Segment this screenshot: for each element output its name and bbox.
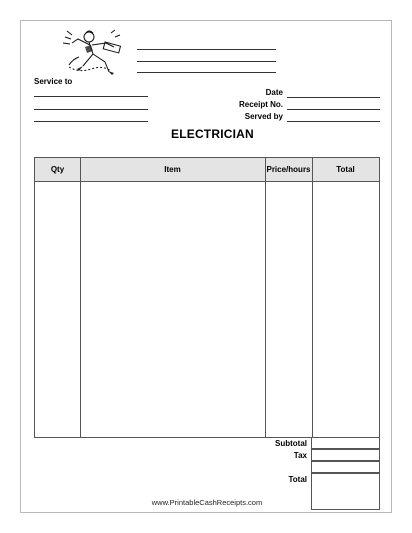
footer-url: www.PrintableCashReceipts.com xyxy=(151,498,263,507)
served-by-line[interactable] xyxy=(287,121,380,122)
tax-label: Tax xyxy=(293,451,307,460)
column-header-item: Item xyxy=(80,158,265,182)
date-line[interactable] xyxy=(287,97,380,98)
address-line-2[interactable] xyxy=(34,109,148,110)
address-line-3[interactable] xyxy=(34,121,148,122)
receipt-page xyxy=(20,20,392,513)
service-to-label: Service to xyxy=(34,77,73,86)
receipt-no-line[interactable] xyxy=(287,109,380,110)
service-to-line-1[interactable] xyxy=(137,49,276,50)
column-header-price-hours: Price/hours xyxy=(265,158,312,182)
tax-field[interactable] xyxy=(311,449,380,461)
total-label: Total xyxy=(288,475,307,484)
qty-column-area[interactable] xyxy=(35,182,80,437)
service-to-line-3[interactable] xyxy=(137,72,276,73)
service-to-line-2[interactable] xyxy=(137,61,276,62)
items-table xyxy=(34,157,380,438)
electrician-running-icon xyxy=(59,27,131,79)
price-column-area[interactable] xyxy=(266,182,312,437)
column-header-qty: Qty xyxy=(35,158,80,182)
subtotal-field[interactable] xyxy=(311,437,380,449)
subtotal-label: Subtotal xyxy=(275,439,307,448)
date-label: Date xyxy=(265,88,283,97)
address-line-1[interactable] xyxy=(34,96,148,97)
served-by-label: Served by xyxy=(244,112,283,121)
column-header-total: Total xyxy=(312,158,379,182)
item-column-area[interactable] xyxy=(81,182,265,437)
blank-field[interactable] xyxy=(311,461,380,473)
receipt-no-label: Receipt No. xyxy=(238,100,283,109)
total-column-area[interactable] xyxy=(313,182,379,437)
receipt-title: ELECTRICIAN xyxy=(171,127,254,141)
